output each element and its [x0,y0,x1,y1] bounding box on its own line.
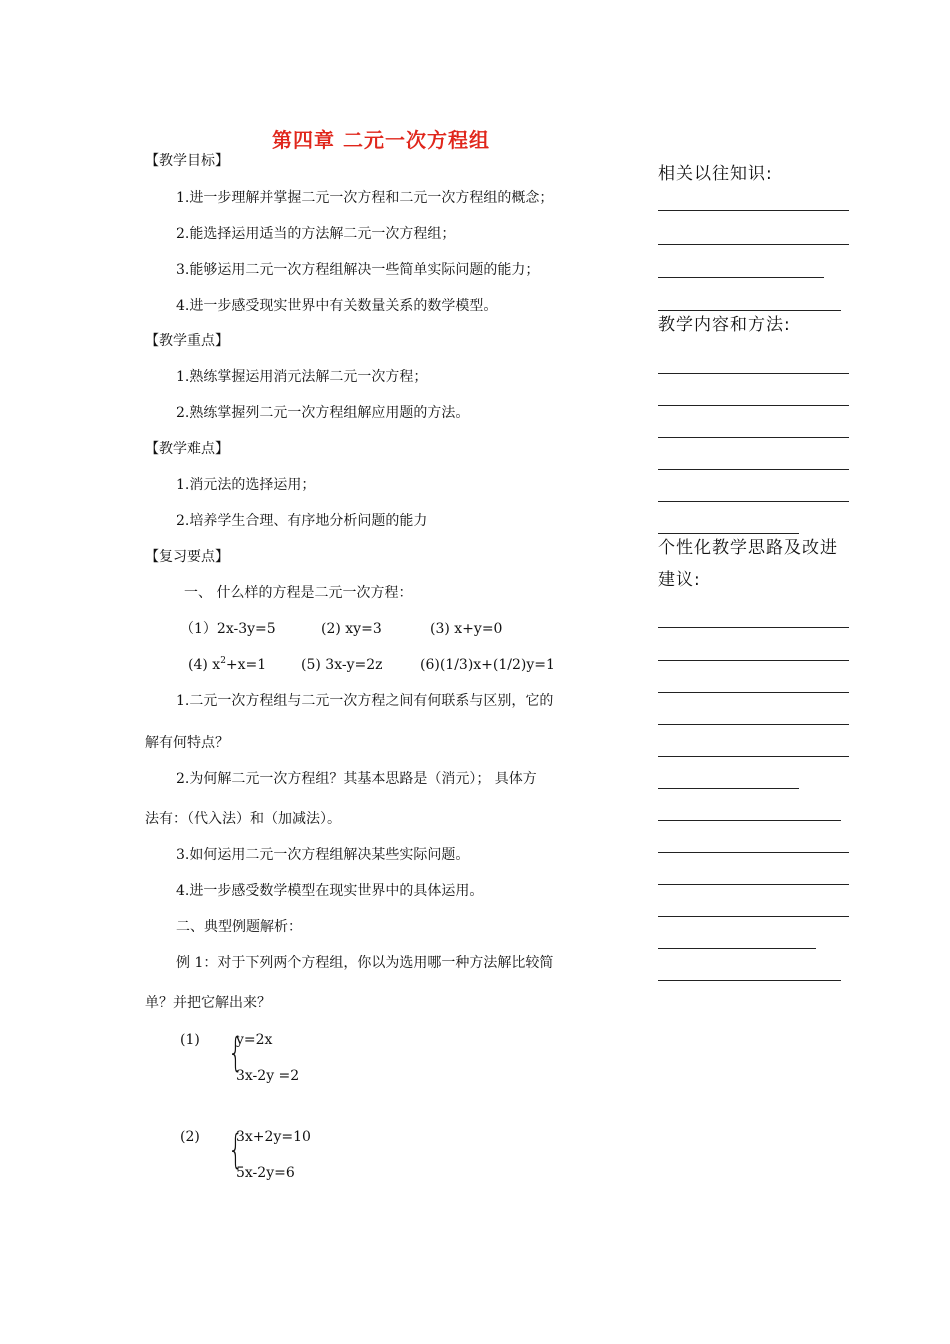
sidebar-prior-knowledge-label: 相关以往知识: [658,164,773,184]
writing-line [658,469,849,470]
writing-line [658,948,816,949]
equation-4 [188,656,266,674]
example-1-line2: 单？并把它解出来？ [145,995,271,1011]
system-1-equation-2: 3x-2y =2 [236,1068,300,1084]
difficulty-item-2: 2.培养学生合理、有序地分析问题的能力 [176,513,428,529]
writing-line [658,310,841,311]
system-2-brace-icon: { [228,1127,244,1173]
difficulties-heading: 【教学难点】 [145,441,229,457]
review-point-2-line2: 法有：（代入法）和（加减法）。 [145,811,341,827]
review-point-1-line2: 解有何特点？ [145,735,229,751]
system-1-brace-icon: { [228,1030,244,1076]
examples-heading: 二、典型例题解析： [176,919,302,935]
review-point-4: 4.进一步感受数学模型在现实世界中的具体运用。 [176,883,484,899]
writing-line [658,373,849,374]
objective-item-1: 1.进一步理解并掌握二元一次方程和二元一次方程组的概念； [176,190,554,206]
equation-4-exponent: 2 [220,656,226,666]
sidebar-content-methods-label: 教学内容和方法: [658,315,791,335]
writing-line [658,884,849,885]
key-point-item-1: 1.熟练掌握运用消元法解二元一次方程； [176,369,428,385]
system-1-label: (1) [180,1032,200,1048]
writing-line [658,692,849,693]
equation-2: (2) xy=3 [321,621,382,637]
equation-5: (5) 3x-y=2z [301,657,383,673]
writing-line [658,916,849,917]
writing-line [658,210,849,211]
key-points-heading: 【教学重点】 [145,333,229,349]
objective-item-3: 3.能够运用二元一次方程组解决一些简单实际问题的能力； [176,262,540,278]
question-what-is-linear-equation: 一、 什么样的方程是二元一次方程： [184,585,413,601]
equation-4-rest: +x=1 [225,657,267,673]
equation-3: (3) x+y=0 [430,621,503,637]
writing-line [658,756,849,757]
writing-line [658,724,849,725]
system-2-label: (2) [180,1129,200,1145]
difficulty-item-1: 1.消元法的选择运用； [176,477,316,493]
objective-item-2: 2.能选择运用适当的方法解二元一次方程组； [176,226,456,242]
equation-4-base: (4) x [188,657,221,673]
page-title: 第四章 二元一次方程组 [272,128,490,152]
example-1-line1: 例 1：对于下列两个方程组，你以为选用哪一种方法解比较简 [176,955,554,971]
objective-item-4: 4.进一步感受现实世界中有关数量关系的数学模型。 [176,298,498,314]
writing-line [658,820,841,821]
writing-line [658,244,849,245]
writing-line [658,627,849,628]
key-point-item-2: 2.熟练掌握列二元一次方程组解应用题的方法。 [176,405,470,421]
review-point-2-line1: 2.为何解二元一次方程组？其基本思路是（消元）； 具体方 [176,771,537,787]
review-point-3: 3.如何运用二元一次方程组解决某些实际问题。 [176,847,470,863]
review-heading: 【复习要点】 [145,549,229,565]
equation-6: (6)(1/3)x+(1/2)y=1 [420,657,555,673]
equation-1: （1）2x-3y=5 [180,621,276,637]
system-2-equation-2: 5x-2y=6 [236,1165,295,1181]
writing-line [658,980,841,981]
writing-line [658,533,799,534]
review-point-1-line1: 1.二元一次方程组与二元一次方程之间有何联系与区别，它的 [176,693,554,709]
writing-line [658,660,849,661]
system-2-equation-1: 3x+2y=10 [236,1129,311,1145]
writing-line [658,437,849,438]
writing-line [658,788,799,789]
writing-line [658,852,849,853]
objectives-heading: 【教学目标】 [145,153,229,169]
system-1-equation-1: y=2x [236,1032,273,1048]
writing-line [658,501,849,502]
writing-line [658,405,849,406]
sidebar-personalized-label-line2: 建议: [658,570,701,590]
writing-line [658,277,824,278]
sidebar-personalized-label-line1: 个性化教学思路及改进 [658,538,838,558]
